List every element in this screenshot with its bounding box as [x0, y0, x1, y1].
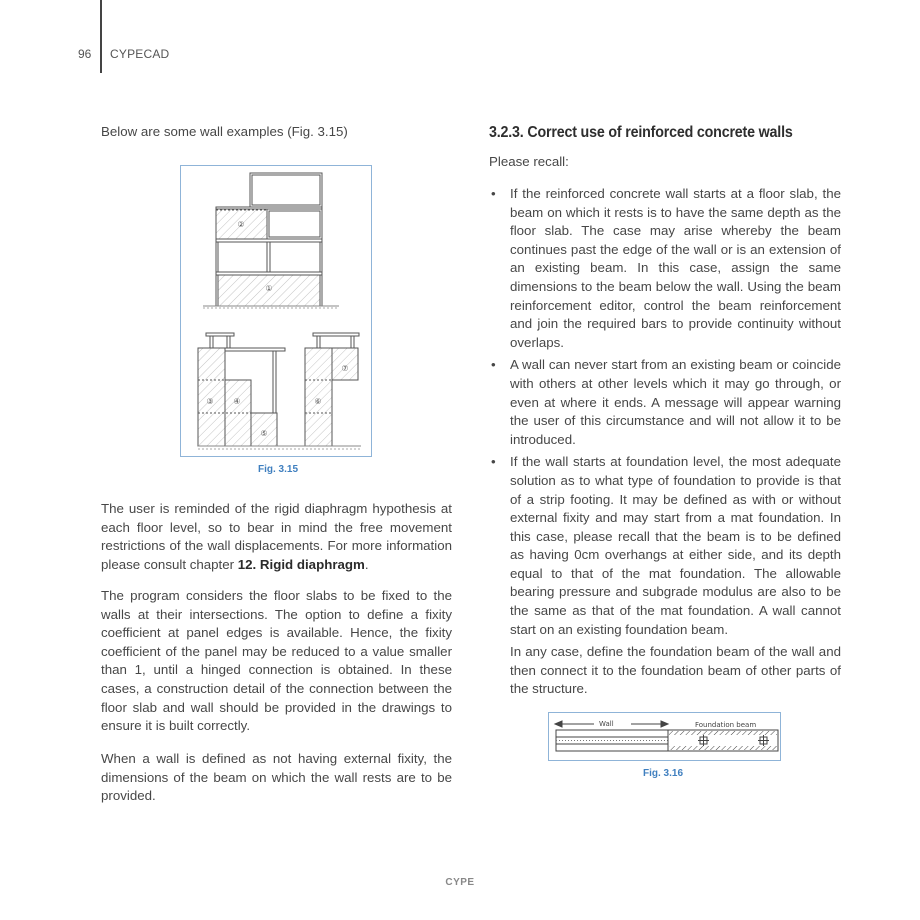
recall-text: Please recall: [489, 154, 569, 169]
wall-label-1: ① [265, 284, 273, 293]
bullet-list [489, 185, 841, 643]
wall-label-2: ② [237, 220, 245, 229]
wall-label-6: ⑥ [314, 397, 322, 406]
list-item-text: A wall can never start from an existing beam or coincide with others at other levels which it may go through, or even at where it ends. A message will appear warning the user of this circumstance and will not allow it to be introduced. [510, 357, 841, 447]
figure-caption-3-16: Fig. 3.16 [643, 768, 684, 779]
wall-label: Wall [599, 720, 614, 728]
figure-3-16 [548, 712, 781, 761]
bullet-icon: • [491, 186, 496, 201]
paragraph-fixity [101, 587, 452, 736]
page-number: 96 [78, 47, 92, 61]
wall-label-3: ③ [206, 397, 214, 406]
list-item-text: If the wall starts at foundation level, the most adequate solution as to what type of foundation to provide is that of a strip footing. It may be defined as with or without external fixity and may start from a mat foundation. In this case, please recall that the beam is to be defined as having 0cm overhangs at either side, and its depth equal to that of the mat foundation. The allowable bearing pressure and subgrade modulus are also to be the same as that of the mat foundation. A wall cannot start on an existing foundation beam. [510, 454, 841, 637]
chapter-reference: 12. Rigid diaphragm [237, 556, 365, 572]
wall-foundation-beam-diagram [549, 713, 780, 760]
wall-examples-diagram [181, 166, 371, 456]
bullet-icon: • [491, 454, 496, 470]
paragraph-rigid-diaphragm [101, 500, 452, 574]
paragraph-text: The program considers the floor slabs to be fixed to the walls at their intersections. The option to define a fixity coefficient at panel edges is available. Hence, the fixity coefficient of the panel may be reduced to a value smaller than 1, until a hinged connection is obtained. In these cases, a construction detail of the connection between the floor slab and wall should be provided in the drawings to ensure it is built correctly. [101, 588, 452, 734]
foundation-beam-label: Foundation beam [695, 721, 757, 729]
paragraph-end: . [364, 556, 369, 572]
paragraph-external-fixity [101, 750, 452, 806]
footer-brand: CYPE [445, 877, 475, 888]
header-divider [100, 0, 102, 73]
wall-label-4: ④ [233, 397, 241, 406]
list-item [489, 356, 841, 449]
running-header-title: CYPECAD [110, 47, 170, 61]
paragraph-text: When a wall is defined as not having external fixity, the dimensions of the beam on which the wall rests are to be provided. [101, 751, 452, 804]
intro-text: Below are some wall examples (Fig. 3.15) [101, 124, 348, 139]
paragraph-foundation-beam: In any case, define the foundation beam of the wall and then connect it to the foundation beam of other parts of the structure. [510, 644, 841, 697]
paragraph-text: The user is reminded of the rigid diaphragm hypothesis at each floor level, so to bear in mind the free movement restrictions of the wall displacements. For more information please consult chapter [101, 501, 452, 572]
section-title: 3.2.3. Correct use of reinforced concrete walls [489, 124, 793, 141]
wall-label-7: ⑦ [341, 364, 349, 373]
figure-caption-3-15: Fig. 3.15 [258, 464, 299, 475]
wall-label-5: ⑤ [260, 429, 268, 438]
figure-3-15 [180, 165, 372, 457]
list-item-text: If the reinforced concrete wall starts at a floor slab, the beam on which it rests is to have the same depth as the floor slab. The case may arise whereby the beam continues past the edge of the wall or is an extension of an existing beam. In this case, assign the same dimensions to the beam below the wall. Using the beam reinforcement editor, control the beam reinforcement and join the required bars to provide continuity without overlaps. [510, 186, 841, 350]
list-item [489, 185, 841, 352]
list-item [489, 453, 841, 639]
bullet-icon: • [491, 357, 496, 373]
